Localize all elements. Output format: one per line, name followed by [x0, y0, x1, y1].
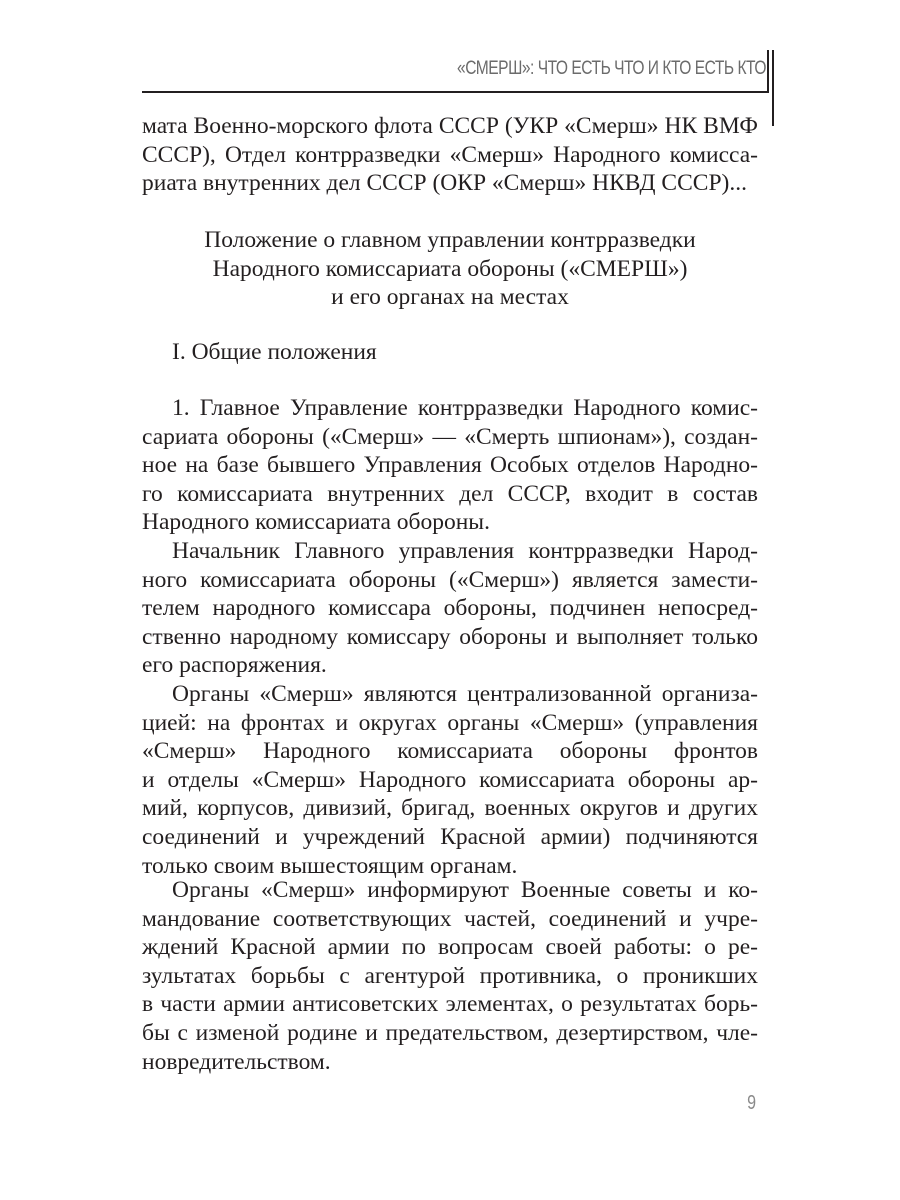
text-line: и отделы «Смерш» Народного комиссариата обороны ар-	[142, 766, 758, 793]
text-line: Народного комиссариата обороны.	[142, 509, 490, 536]
text-line: 1. Главное Управление контрразведки Народного комис-	[172, 395, 758, 421]
text-line: мий, корпусов, дивизий, бригад, военных округов и других	[142, 795, 758, 822]
text-line: телем народного комиссара обороны, подчинен непосред-	[142, 595, 758, 622]
paragraph-1	[142, 394, 758, 537]
page-number: 9	[747, 1092, 757, 1114]
text-line: в части армии антисоветских элементах, о результатах борь-	[142, 991, 758, 1018]
text-line: соединений и учреждений Красной армии) подчиняются	[142, 823, 758, 850]
text-line: Органы «Смерш» являются централизованной организа-	[172, 681, 758, 707]
intro-continuation	[142, 112, 758, 198]
text-line: риата внутренних дел СССР (ОКР «Смерш» НКВД СССР)...	[142, 170, 747, 197]
text-line: его распоряжения.	[142, 652, 327, 679]
text-line: сариата обороны («Смерш» — «Смерть шпионам»), создан-	[142, 423, 758, 450]
text-line: ное на базе бывшего Управления Особых отделов Народно-	[142, 452, 758, 479]
paragraph-4	[142, 876, 758, 1076]
text-line: ждений Красной армии по вопросам своей работы: о ре-	[142, 934, 758, 961]
text-line: цией: на фронтах и округах органы «Смерш» (управления	[142, 709, 758, 736]
text-line: СССР), Отдел контрразведки «Смерш» Народного комисса-	[142, 141, 758, 168]
text-line: бы с изменой родине и предательством, дезертирством, чле-	[142, 1019, 758, 1046]
paragraph-3	[142, 680, 758, 880]
paragraph-2	[142, 537, 758, 680]
section-heading: I. Общие положения	[172, 339, 377, 365]
text-line: только своим вышестоящим органам.	[142, 852, 518, 879]
text-line: новредительством.	[142, 1048, 331, 1075]
title-line: Положение о главном управлении контрразведки	[204, 227, 696, 253]
text-line: ственно народному комиссару обороны и выполняет только	[142, 623, 758, 650]
header-vertical-rule-outer	[772, 50, 774, 126]
title-line: и его органах на местах	[331, 284, 569, 311]
title-line: Народного комиссариата обороны («СМЕРШ»)	[212, 255, 688, 282]
text-line: зультатах борьбы с агентурой противника, о проникших	[142, 962, 758, 989]
text-line: ного комиссариата обороны («Смерш») является замести-	[142, 566, 758, 593]
header-rule	[142, 91, 768, 93]
text-line: го комиссариата внутренних дел СССР, входит в состав	[142, 480, 758, 507]
text-line: Органы «Смерш» информируют Военные советы и ко-	[172, 877, 758, 903]
running-head: «СМЕРШ»: ЧТО ЕСТЬ ЧТО И КТО ЕСТЬ КТО	[457, 58, 766, 79]
header-vertical-rule-inner	[767, 50, 769, 93]
text-line: мата Военно-морского флота СССР (УКР «Смерш» НК ВМФ	[142, 113, 758, 139]
text-line: мандование соответствующих частей, соединений и учре-	[142, 905, 758, 932]
text-line: Начальник Главного управления контрразведки Народ-	[172, 538, 758, 564]
document-title	[142, 226, 758, 312]
text-line: «Смерш» Народного комиссариата обороны фронтов	[142, 738, 758, 765]
